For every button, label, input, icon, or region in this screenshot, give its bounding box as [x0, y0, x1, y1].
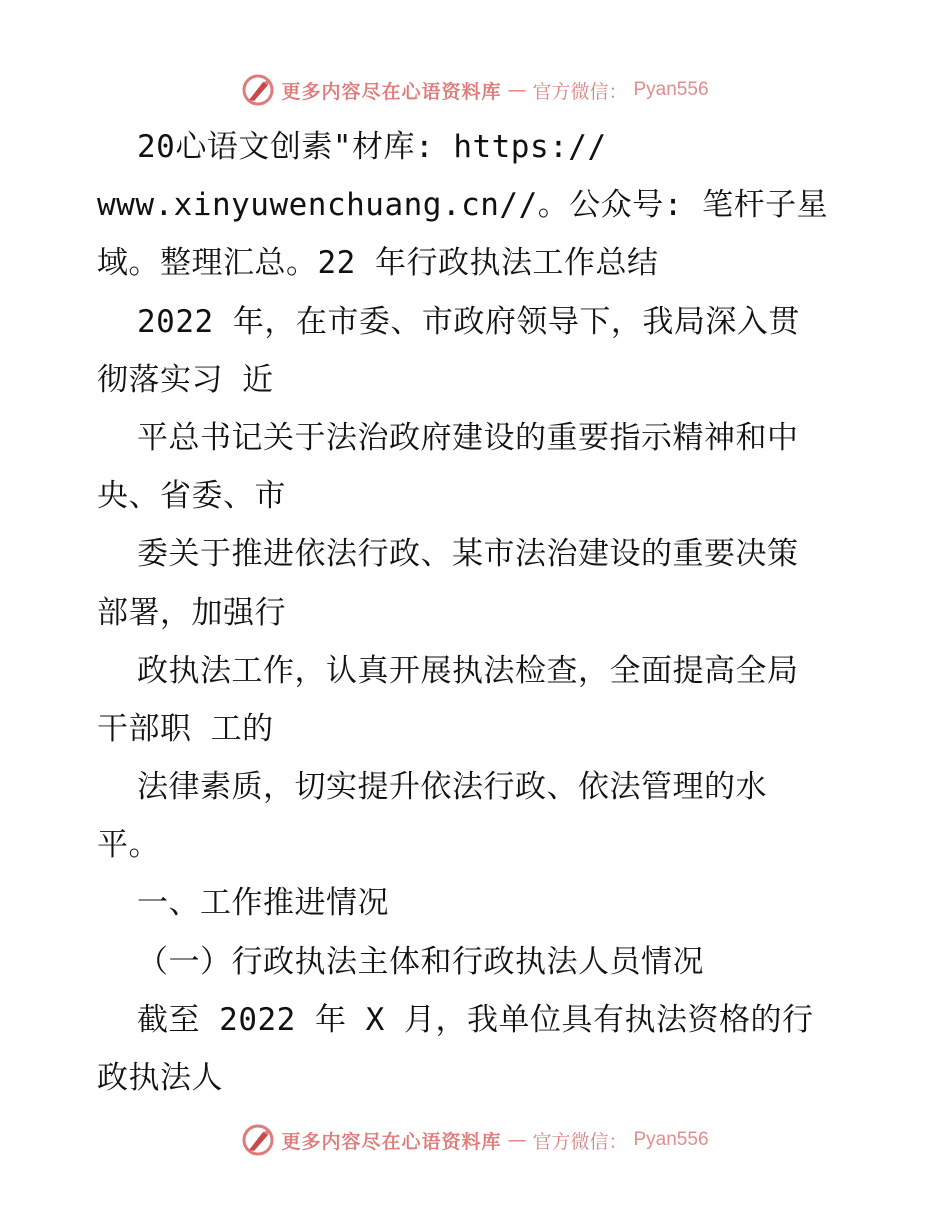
document-line: www.xinyuwenchuang.cn//。公众号: 笔杆子星 [97, 187, 829, 224]
document-line: 20心语文创素"材库: https:// [137, 129, 607, 165]
document-line: 政执法人 [97, 1060, 223, 1096]
document-line: 2022 年，在市委、市政府领导下，我局深入贯 [137, 303, 800, 340]
banner-wechat-label: 官方微信： [532, 1130, 628, 1153]
document-line: 域。整理汇总。22 年行政执法工作总结 [97, 245, 659, 282]
quill-pen-logo-icon [241, 1123, 275, 1157]
banner-dash: — [507, 1129, 527, 1151]
document-line: 央、省委、市 [97, 478, 286, 515]
document-line: 一、工作推进情况 [137, 885, 389, 922]
document-line: 法律素质，切实提升依法行政、依法管理的水 [137, 769, 767, 806]
document-line: 部署，加强行 [97, 594, 286, 631]
banner-wechat-handle: Pyan556 [633, 79, 709, 100]
banner-wechat-handle: Pyan556 [633, 1129, 709, 1150]
document-line: 委关于推进依法行政、某市法治建设的重要决策 [137, 536, 799, 573]
document-line: 截至 2022 年 X 月，我单位具有执法资格的行 [137, 1001, 814, 1038]
header-banner [0, 70, 950, 110]
banner-wechat-label: 官方微信： [532, 80, 628, 103]
banner-brand-text: 更多内容尽在心语资料库 [281, 80, 502, 103]
banner-brand-text: 更多内容尽在心语资料库 [281, 1130, 502, 1153]
document-line: 平总书记关于法治政府建设的重要指示精神和中 [137, 419, 799, 456]
document-line: 政执法工作，认真开展执法检查，全面提高全局 [137, 652, 799, 689]
document-line: 平。 [97, 827, 160, 864]
document-body [97, 118, 877, 1107]
document-line: 彻落实习 近 [97, 361, 274, 398]
document-line: 干部职 工的 [97, 710, 274, 747]
quill-pen-logo-icon [241, 73, 275, 107]
banner-dash: — [507, 79, 527, 101]
footer-banner [0, 1120, 950, 1160]
document-line: （一）行政执法主体和行政执法人员情况 [137, 943, 704, 980]
